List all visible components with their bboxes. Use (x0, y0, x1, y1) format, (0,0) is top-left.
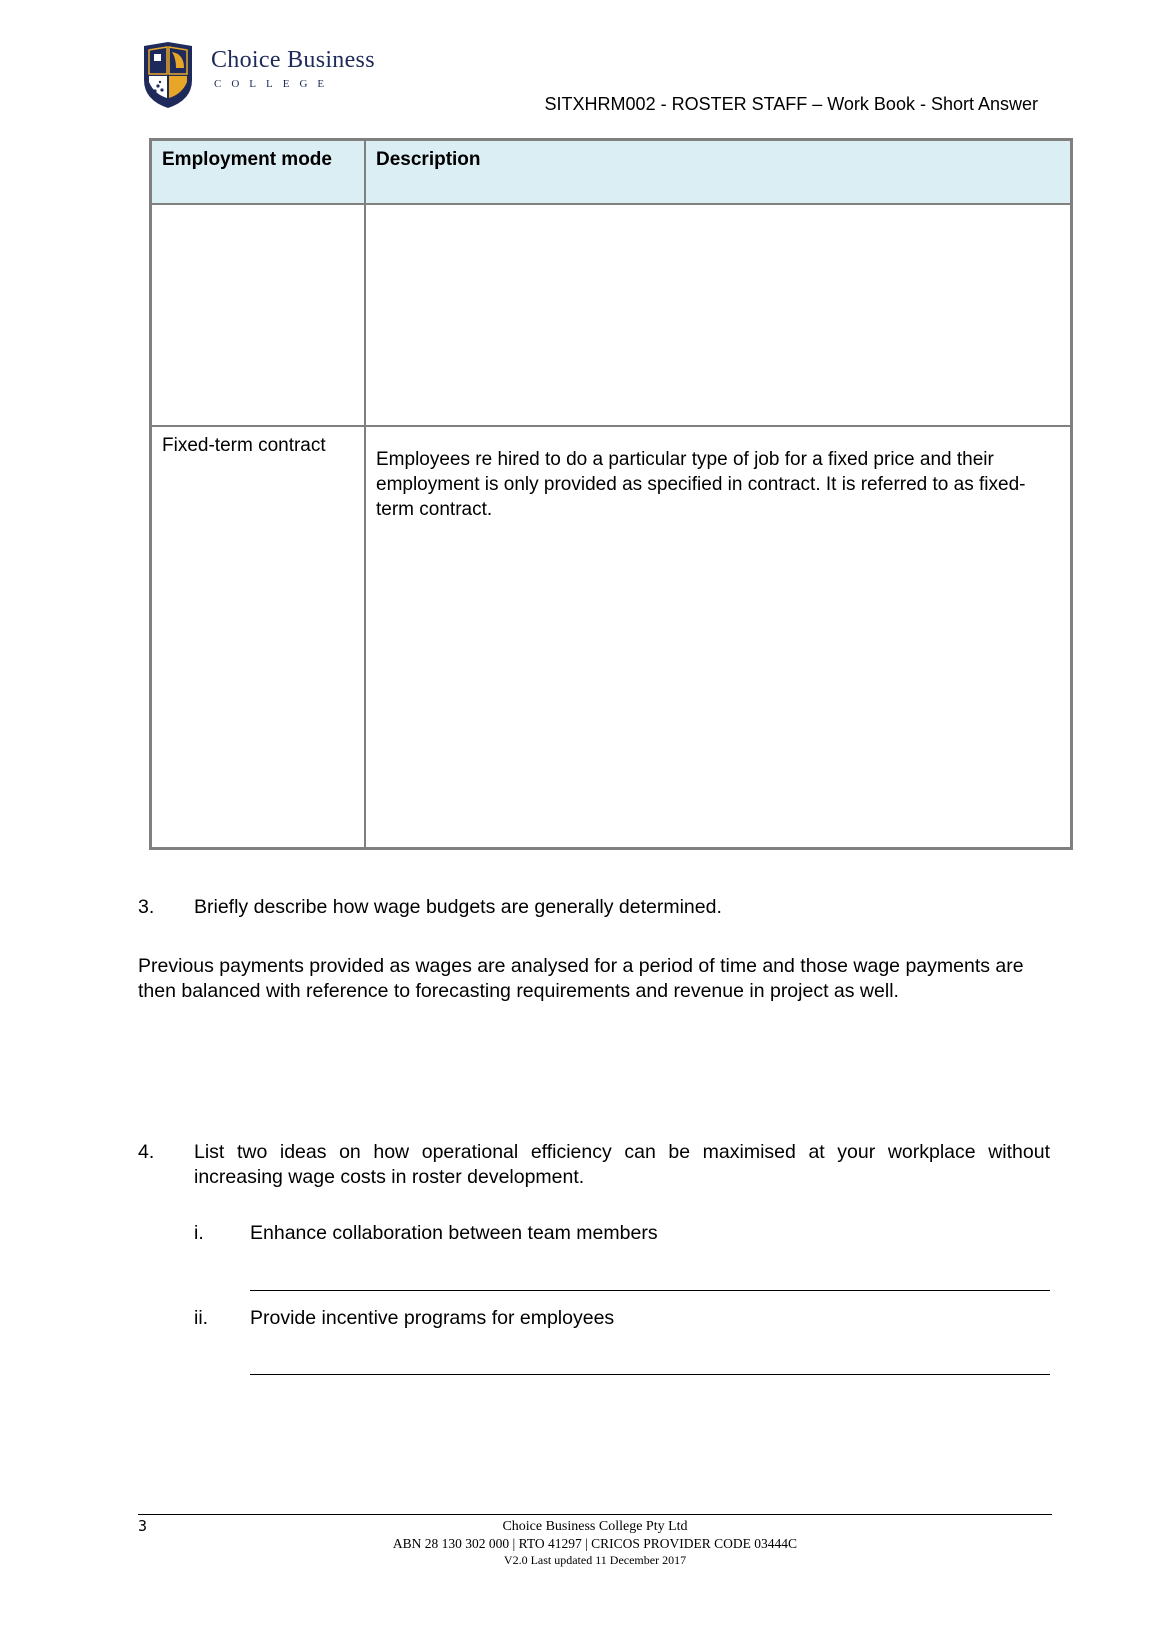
brand-name: Choice Business (211, 47, 375, 73)
footer-version: V2.0 Last updated 11 December 2017 (503, 1553, 687, 1567)
footer-registration: ABN 28 130 302 000 | RTO 41297 | CRICOS PROVIDER CODE 03444C (392, 1536, 798, 1551)
question-text: List two ideas on how operational efficiency can be maximised at your workplace without increasing wage costs in roster development. (194, 1141, 1050, 1188)
description-text: Employees re hired to do a particular type of job for a fixed price and their employment is only provided as specified in contract. It is referred to as fixed-term contract. (376, 449, 1026, 520)
footer-company: Choice Business College Pty Ltd (502, 1519, 688, 1534)
answer-item (194, 1221, 1050, 1246)
mode-cell[interactable]: Fixed-term contract (151, 426, 366, 849)
item-numeral: i. (194, 1222, 204, 1244)
answer-line (250, 1374, 1050, 1375)
table-row (151, 426, 1072, 849)
question-number: 4. (138, 1141, 155, 1163)
answer-3[interactable]: Previous payments provided as wages are analysed for a period of time and those wage payments are then balanced with reference to forecasting requirements and revenue in project as well. (138, 955, 1024, 1002)
item-numeral: ii. (194, 1307, 209, 1329)
answer-line (250, 1290, 1050, 1291)
description-cell[interactable] (365, 204, 1072, 426)
header-description: Description (365, 140, 1072, 205)
mode-cell[interactable] (151, 204, 366, 426)
brand-wordmark (211, 48, 375, 90)
table-header-row (151, 140, 1072, 205)
answer-item (194, 1306, 1050, 1331)
document-title: SITXHRM002 - ROSTER STAFF – Work Book - Short Answer (544, 94, 1038, 114)
item-text[interactable]: Provide incentive programs for employees (250, 1307, 615, 1329)
college-crest-logo (140, 40, 196, 110)
page-number: 3 (138, 1517, 148, 1535)
employment-mode-table (149, 138, 1073, 850)
table-row (151, 204, 1072, 426)
description-cell[interactable] (365, 426, 1072, 849)
item-text[interactable]: Enhance collaboration between team members (250, 1222, 658, 1244)
footer (300, 1518, 890, 1568)
question-3 (138, 895, 1038, 920)
question-4 (138, 1140, 1050, 1190)
question-text: Briefly describe how wage budgets are generally determined. (194, 896, 722, 918)
question-number: 3. (138, 896, 155, 918)
brand-subtitle: COLLEGE (214, 78, 335, 90)
footer-divider (138, 1514, 1052, 1515)
header-employment-mode: Employment mode (151, 140, 366, 205)
